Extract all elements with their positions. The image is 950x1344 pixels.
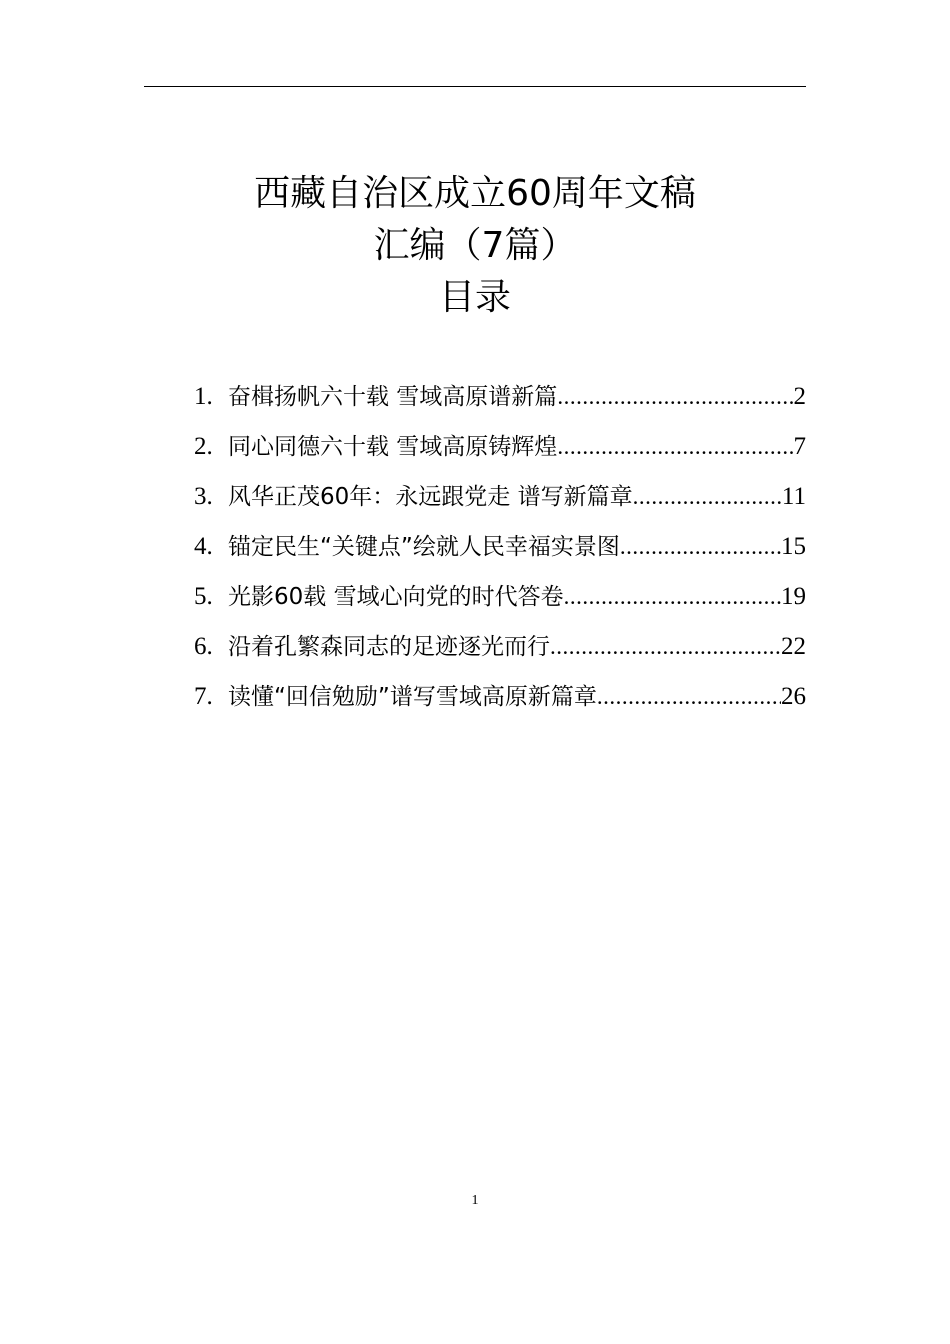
page-number: 1 [471,1193,479,1208]
toc-entry-page: 11 [781,483,806,510]
toc-entry-title: 同心同德六十载 雪域高原铸辉煌 [228,434,558,460]
toc-entry-page: 26 [781,683,806,710]
toc-entry-title: 奋楫扬帆六十载 雪域高原谱新篇 [228,384,558,410]
toc-entry-number: 5. [194,583,213,610]
toc-heading: 目录 [438,277,511,318]
toc-entry-page: 22 [781,633,806,660]
document-title [0,168,950,324]
table-of-contents [194,372,806,722]
title-line-2: 汇编（7篇） [373,225,577,266]
toc-entry-number: 2. [194,433,213,460]
toc-entry-page: 2 [793,383,806,410]
toc-entry-3[interactable] [194,472,806,522]
toc-entry-number: 7. [194,683,213,710]
toc-entry-2[interactable] [194,422,806,472]
toc-entry-page: 7 [793,433,806,460]
toc-entry-title: 读懂“回信勉励”谱写雪域高原新篇章 [228,684,597,710]
toc-dot-leader [557,372,793,422]
toc-dot-leader [557,422,793,472]
toc-entry-number: 4. [194,533,213,560]
toc-entry-number: 1. [194,383,213,410]
toc-entry-number: 6. [194,633,213,660]
toc-dot-leader [597,672,781,722]
toc-entry-page: 15 [781,533,806,560]
toc-entry-title: 光影60载 雪域心向党的时代答卷 [228,584,564,610]
header-rule [144,86,806,87]
toc-entry-title: 锚定民生“关键点”绘就人民幸福实景图 [228,534,620,560]
toc-entry-1[interactable] [194,372,806,422]
toc-entry-4[interactable] [194,522,806,572]
toc-entry-page: 19 [781,583,806,610]
toc-entry-6[interactable] [194,622,806,672]
toc-entry-title: 沿着孔繁森同志的足迹逐光而行 [228,634,550,660]
toc-entry-7[interactable] [194,672,806,722]
toc-dot-leader [633,472,782,522]
toc-dot-leader [550,622,781,672]
toc-entry-title: 风华正茂60年：永远跟党走 谱写新篇章 [228,484,633,510]
toc-dot-leader [564,572,781,622]
toc-entry-number: 3. [194,483,213,510]
toc-dot-leader [620,522,781,572]
title-line-1: 西藏自治区成立60周年文稿 [254,173,696,214]
toc-entry-5[interactable] [194,572,806,622]
